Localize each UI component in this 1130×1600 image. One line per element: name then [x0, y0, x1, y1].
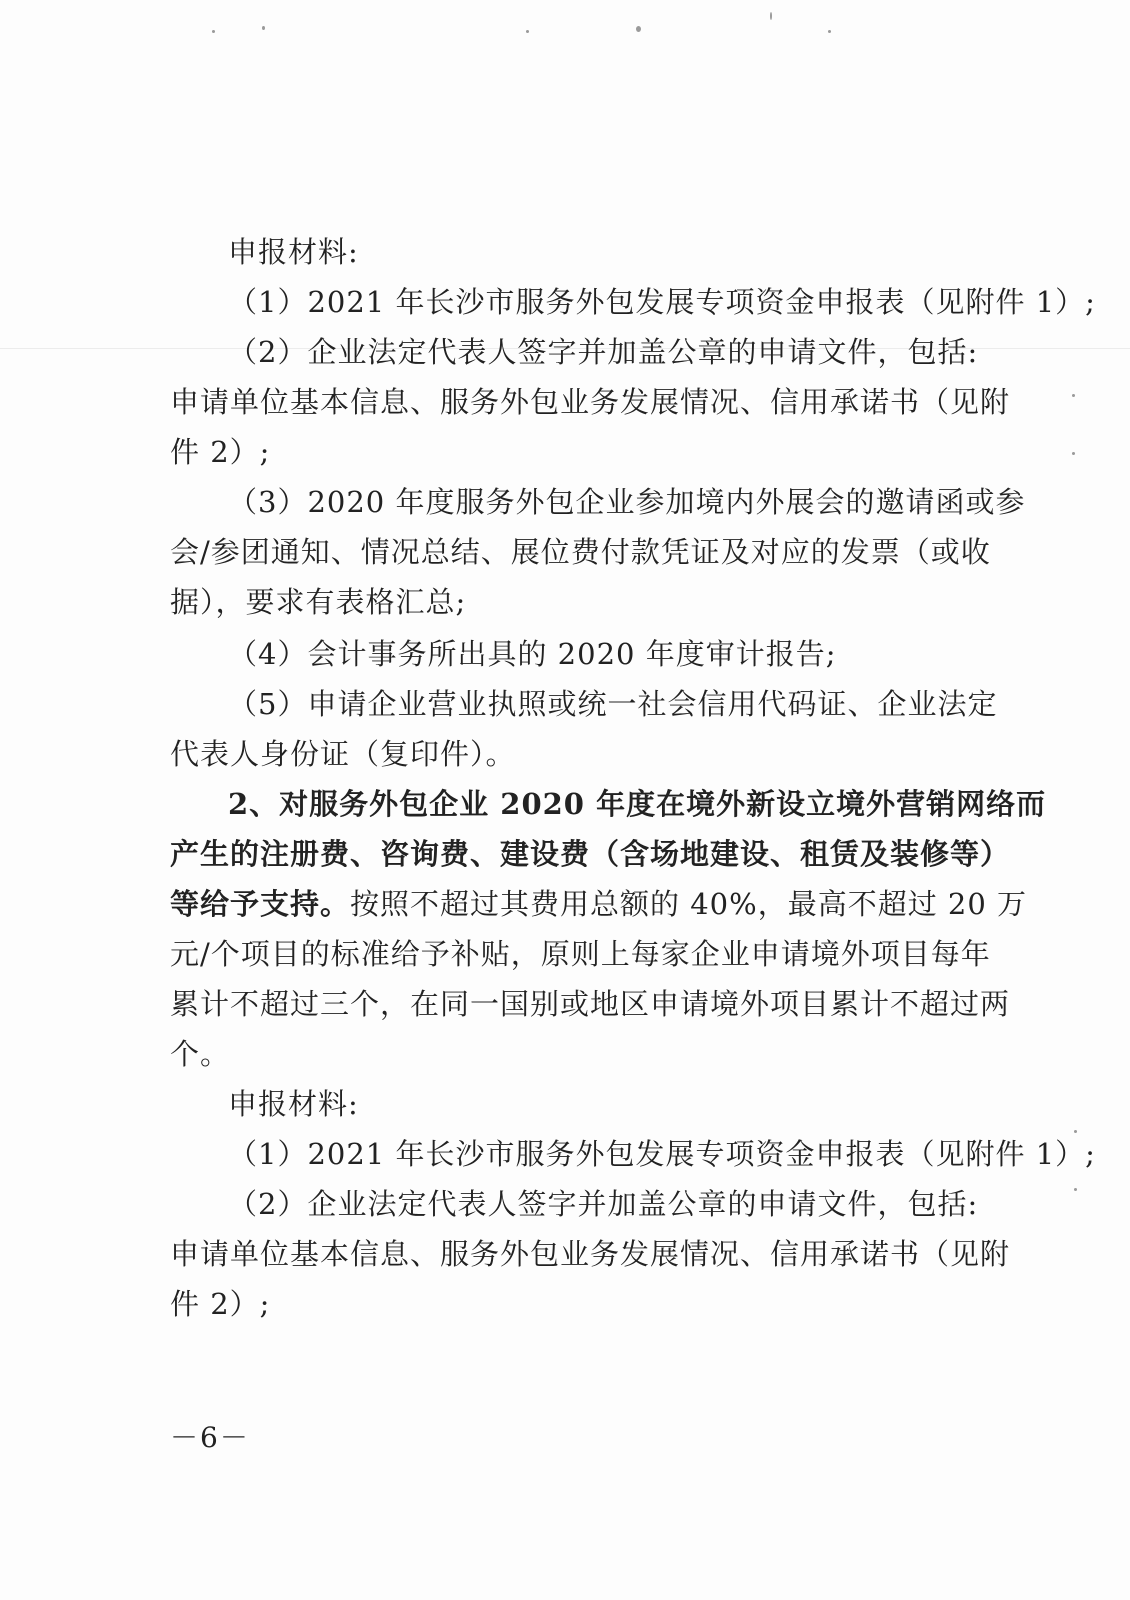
section2-text-line-3: 按照不超过其费用总额的 40%，最高不超过 20 万	[350, 887, 1028, 921]
scan-speck	[828, 30, 831, 33]
scan-speck	[770, 12, 772, 20]
material-item-5-line-1: （5）申请企业营业执照或统一社会信用代码证、企业法定	[228, 687, 998, 721]
scan-speck	[1072, 452, 1075, 455]
material2-item-2-line-3: 件 2）;	[170, 1287, 271, 1321]
section2-text-line-5: 累计不超过三个，在同一国别或地区申请境外项目累计不超过两	[170, 987, 1011, 1021]
section2-text-line-4: 元/个项目的标准给予补贴，原则上每家企业申请境外项目每年	[170, 937, 991, 971]
materials-heading: 申报材料:	[228, 235, 359, 269]
scan-speck	[1074, 1130, 1077, 1133]
section2-heading-line-1: 2、对服务外包企业 2020 年度在境外新设立境外营销网络而	[228, 787, 1047, 821]
material-item-3-line-3: 据），要求有表格汇总;	[170, 585, 467, 619]
scan-speck	[212, 30, 215, 33]
material-item-2-line-2: 申请单位基本信息、服务外包业务发展情况、信用承诺书（见附	[170, 385, 1011, 419]
scan-speck	[1074, 1188, 1077, 1191]
material-item-4: （4）会计事务所出具的 2020 年度审计报告;	[228, 637, 837, 671]
scan-speck	[1072, 394, 1075, 397]
material-item-1: （1）2021 年长沙市服务外包发展专项资金申报表（见附件 1）;	[228, 285, 1096, 319]
materials-heading-2: 申报材料:	[228, 1087, 359, 1121]
material-item-2-line-3: 件 2）;	[170, 435, 271, 469]
scan-speck	[526, 30, 529, 33]
section2-text-line-6: 个。	[170, 1037, 231, 1071]
material2-item-1: （1）2021 年长沙市服务外包发展专项资金申报表（见附件 1）;	[228, 1137, 1096, 1171]
scan-speck	[636, 26, 641, 32]
material2-item-2-line-1: （2）企业法定代表人签字并加盖公章的申请文件，包括:	[228, 1187, 979, 1221]
section2-heading-line-3: 等给予支持。	[170, 887, 351, 921]
scan-speck	[262, 26, 265, 30]
material-item-5-line-2: 代表人身份证（复印件）。	[170, 737, 516, 771]
page-number: －6－	[170, 1421, 250, 1454]
section2-heading-line-2: 产生的注册费、咨询费、建设费（含场地建设、租赁及装修等）	[170, 837, 1011, 871]
material-item-3-line-2: 会/参团通知、情况总结、展位费付款凭证及对应的发票（或收	[170, 535, 991, 569]
section2-line-3	[170, 884, 1028, 924]
material-item-2-line-1: （2）企业法定代表人签字并加盖公章的申请文件，包括:	[228, 335, 979, 369]
material2-item-2-line-2: 申请单位基本信息、服务外包业务发展情况、信用承诺书（见附	[170, 1237, 1011, 1271]
material-item-3-line-1: （3）2020 年度服务外包企业参加境内外展会的邀请函或参	[228, 485, 1026, 519]
